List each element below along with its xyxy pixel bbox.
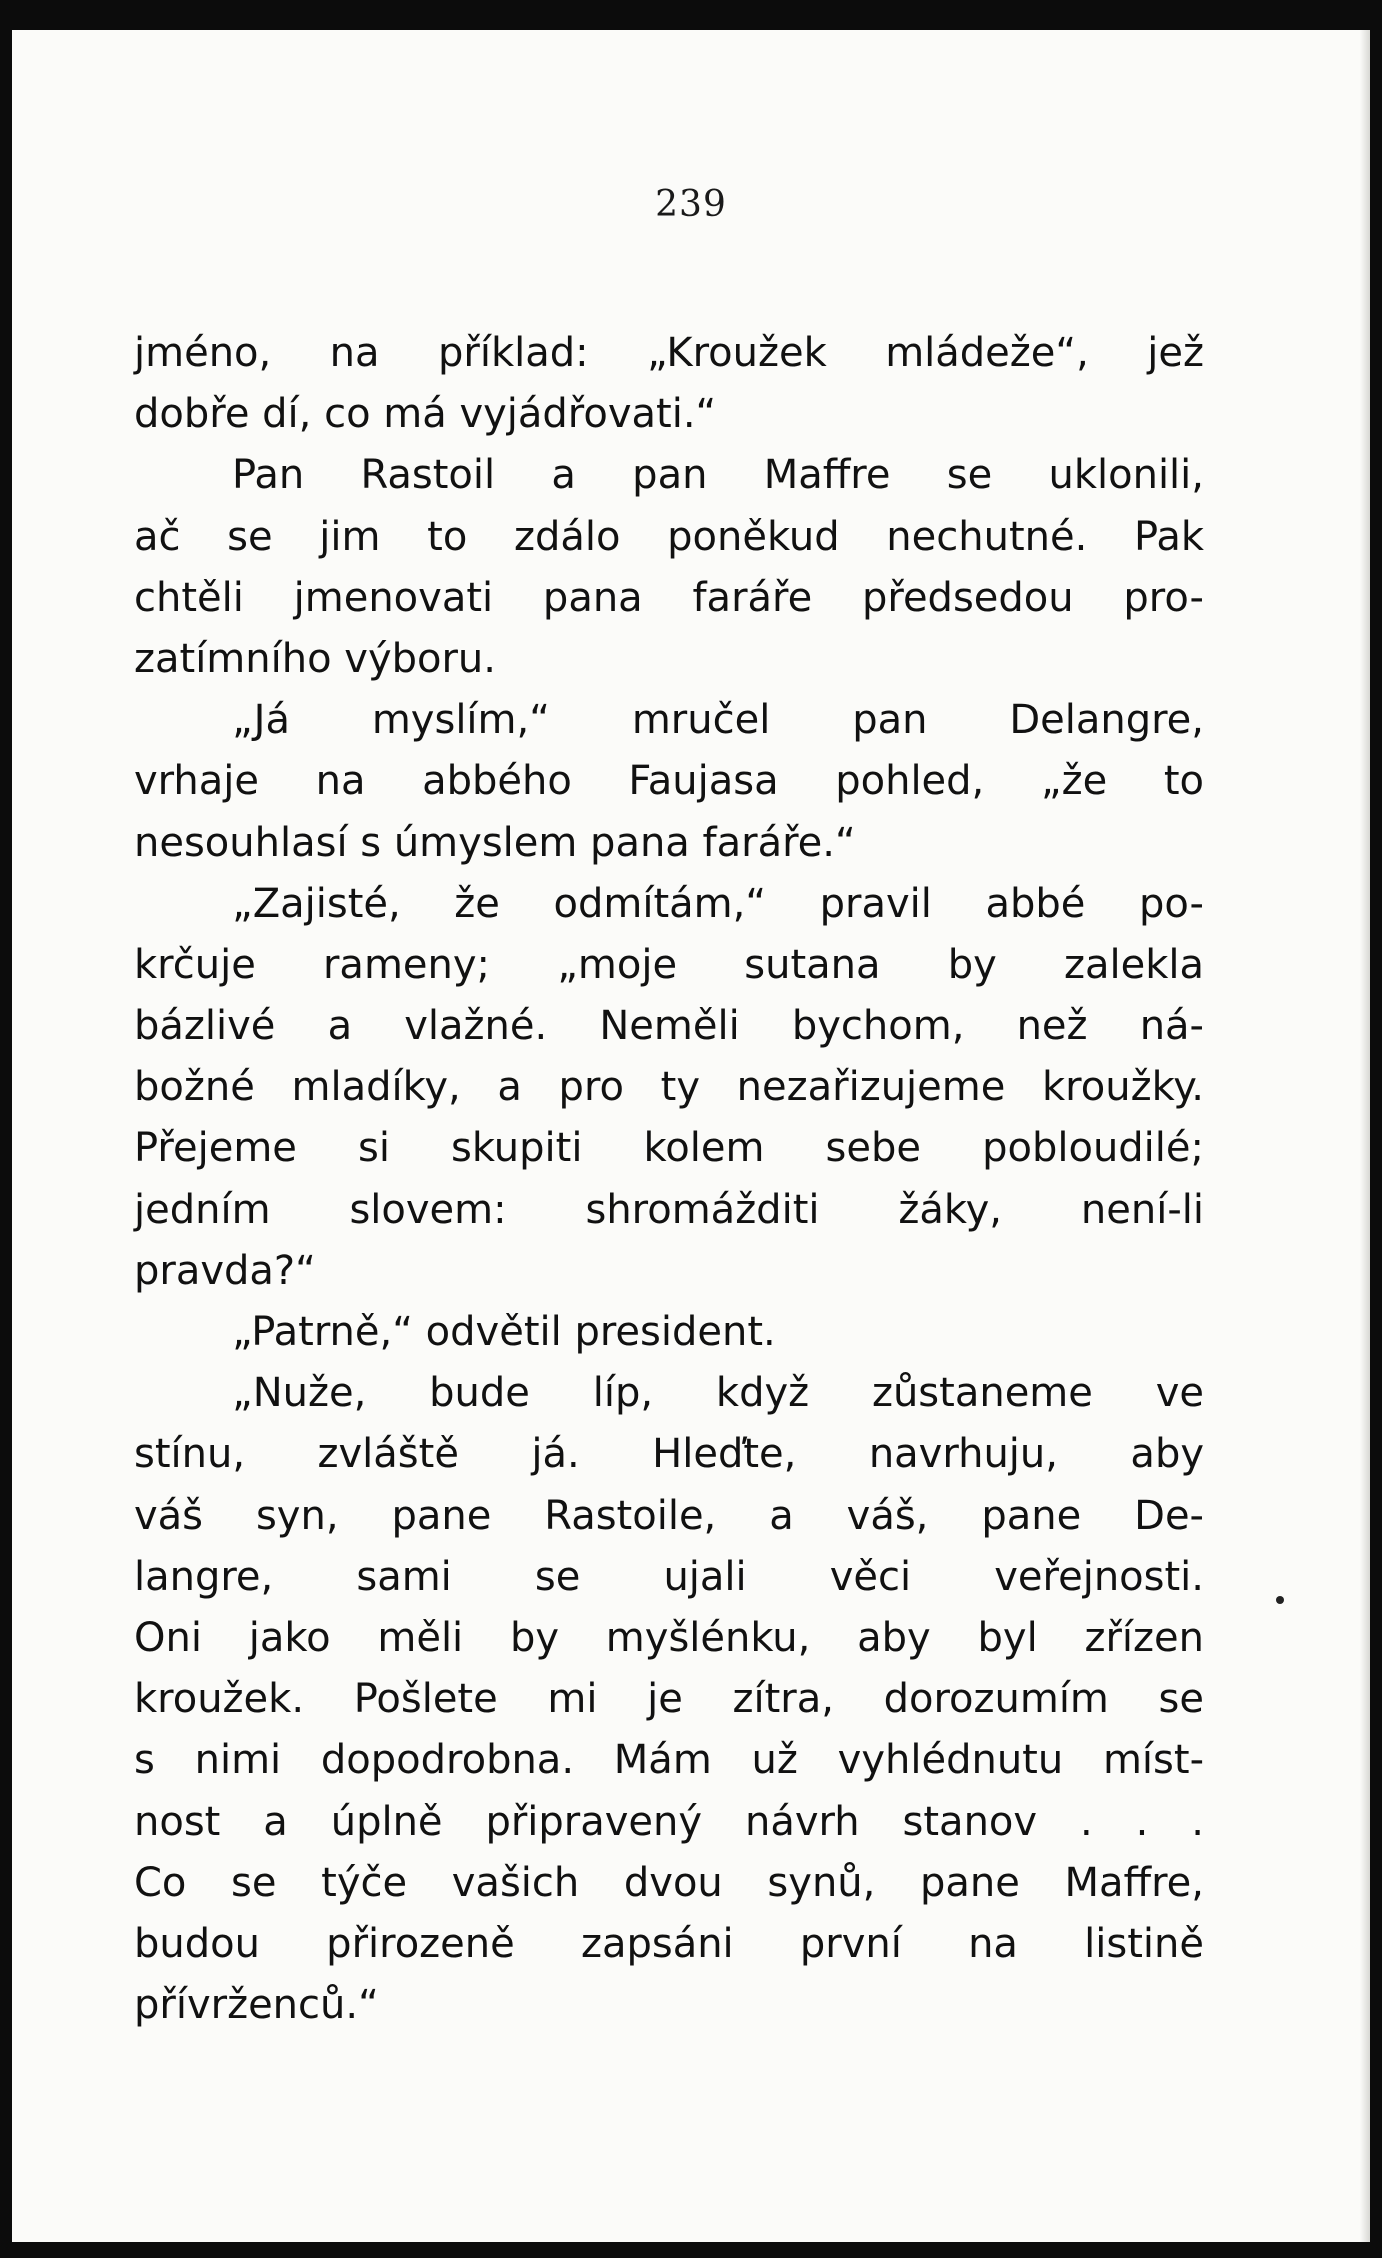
page-edge-shadow xyxy=(1360,30,1370,2242)
text-line: Co se týče vašich dvou synů, pane Maffre, xyxy=(134,1859,1204,1906)
page-number: 239 xyxy=(655,184,727,225)
text-line: jméno, na příklad: „Kroužek mládeže“, jež xyxy=(134,330,1204,376)
text-line: Přejeme si skupiti kolem sebe pobloudilé; xyxy=(134,1125,1204,1172)
text-line: langre, sami se ujali věci veřejnosti. xyxy=(134,1553,1204,1600)
text-line: „Já myslím,“ mručel pan Delangre, xyxy=(232,697,1204,744)
text-line: nesouhlasí s úmyslem pana faráře.“ xyxy=(134,819,856,866)
text-line: Pan Rastoil a pan Maffre se uklonili, xyxy=(232,452,1204,499)
text-line: ač se jim to zdálo poněkud nechutné. Pak xyxy=(134,513,1204,560)
text-line: Oni jako měli by myšlénku, aby byl zřízen xyxy=(134,1614,1204,1661)
text-line: jedním slovem: shromážditi žáky, není-li xyxy=(134,1186,1204,1233)
text-line: chtěli jmenovati pana faráře předsedou pro- xyxy=(134,574,1204,621)
text-line: s nimi dopodrobna. Mám už vyhlédnutu míst- xyxy=(134,1737,1204,1784)
text-line: budou přirozeně zapsáni první na listině xyxy=(134,1920,1204,1967)
text-line: „Nuže, bude líp, když zůstaneme ve xyxy=(232,1370,1204,1417)
text-line: „Patrně,“ odvětil president. xyxy=(232,1309,776,1355)
text-line: dobře dí, co má vyjádřovati.“ xyxy=(134,391,717,438)
body-text xyxy=(134,323,1204,2036)
text-line: vrhaje na abbého Faujasa pohled, „že to xyxy=(134,758,1204,805)
book-page xyxy=(12,30,1370,2242)
text-line: váš syn, pane Rastoile, a váš, pane De- xyxy=(134,1492,1204,1539)
text-line: pravda?“ xyxy=(134,1247,316,1294)
text-line: krčuje rameny; „moje sutana by zalekla xyxy=(134,941,1204,988)
text-line: zatímního výboru. xyxy=(134,635,496,682)
text-line: kroužek. Pošlete mi je zítra, dorozumím se xyxy=(134,1676,1204,1723)
text-line: božné mladíky, a pro ty nezařizujeme kroužky. xyxy=(134,1064,1204,1111)
text-line: bázlivé a vlažné. Neměli bychom, než ná- xyxy=(134,1003,1204,1050)
text-line: nost a úplně připravený návrh stanov . . . xyxy=(134,1798,1204,1845)
text-line: přívrženců.“ xyxy=(134,1982,379,2029)
text-line: stínu, zvláště já. Hleďte, navrhuju, aby xyxy=(134,1431,1204,1478)
ink-speck xyxy=(1276,1596,1284,1604)
text-line: „Zajisté, že odmítám,“ pravil abbé po- xyxy=(232,880,1204,927)
